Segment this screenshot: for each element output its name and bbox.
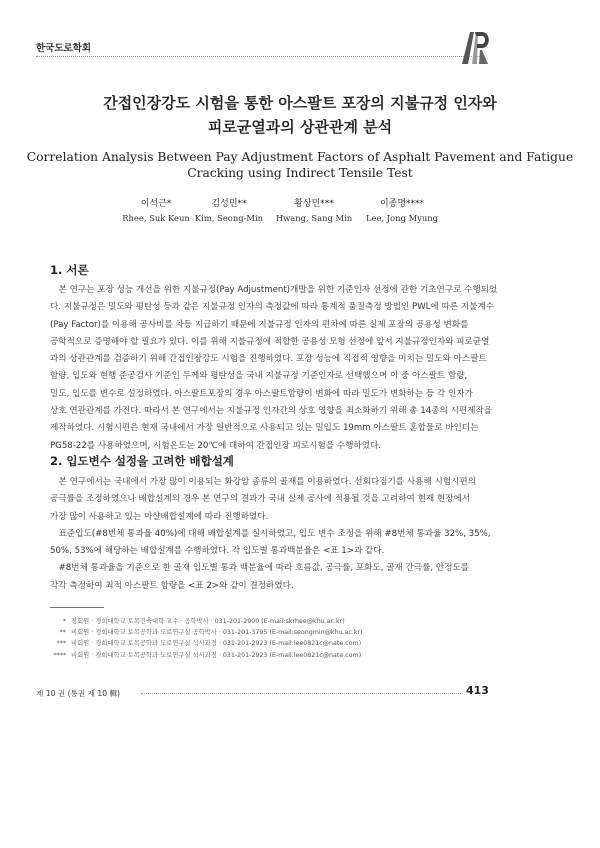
- footer-volume: 제 10 권 (통권 제 10 輯): [36, 689, 121, 698]
- section-heading-introduction: 1. 서론: [50, 263, 89, 277]
- footnote: [50, 616, 490, 627]
- section-heading-mix-design: 2. 입도변수 설정을 고려한 배합설계: [50, 454, 234, 468]
- journal-name: 한국도로학회: [36, 43, 92, 54]
- author-name-english: Kim, Seong-Min: [194, 213, 264, 223]
- body-text-line: 과의 상관관계를 검증하기 위해 간접인장강도 시험을 진행하였다. 포장 성능에 직접적 영향을 미치는 밀도와 아스팔트: [50, 354, 487, 365]
- footnote-mark: ***: [56, 640, 66, 648]
- body-text-line: 밀도, 입도를 변수로 설정하였다. 아스팔트포장의 경우 아스팔트함량이 변화에 따라 밀도가 변화하는 등 각 인자가: [50, 388, 473, 399]
- section-body-mix-design: [50, 474, 490, 595]
- author-name-korean: 이석근*: [140, 199, 172, 209]
- footnote: [50, 638, 490, 649]
- body-text-line: 가장 많이 사용하고 있는 마샬배합설계에 따라 진행하였다.: [50, 511, 269, 522]
- body-text-line: PG58-22를 사용하였으며, 시험온도는 20℃에 대하여 간접인장 피로시험을 수행하였다.: [50, 440, 382, 451]
- society-logo-icon: [458, 28, 492, 66]
- page-number: 413: [466, 684, 489, 697]
- footnote-text: 비회원 · 경희대학교 토목공학과 도로연구실 석사과정 · 031-201-2923 (E-mail:lee0821c@nate.com): [71, 640, 362, 648]
- title-korean-line2: 피로균열과의 상관관계 분석: [207, 118, 393, 136]
- body-text-line: 다. 지불규정은 밀도와 평탄성 등과 같은 지불규정 인자의 측정값에 따라 통계적 품질측정 방법인 PWL에 따른 지불계수: [50, 302, 495, 313]
- body-text-line: 본 연구는 포장 성능 개선을 위한 지불규정(Pay Adjustment)개발을 위한 기준인자 선정에 관한 기초연구로 수행되었: [50, 285, 498, 295]
- body-text-line: 각각 측정하여 최적 아스팔트 함량을 <표 2>와 같이 결정하였다.: [50, 580, 294, 591]
- body-text-line: 50%, 53%에 해당하는 배합설계를 수행하였다. 각 입도별 통과백분율은 <표 1>과 같다.: [50, 546, 385, 557]
- body-text-line: 상호 연관관계를 가진다. 따라서 본 연구에서는 지불규정 인자간의 상호 영향을 최소화하기 위해 총 14종의 시편제작을: [50, 406, 493, 417]
- footnotes: [50, 616, 490, 661]
- footnote-divider: [50, 607, 104, 608]
- header-divider: [36, 56, 484, 57]
- footnote-text: 비회원 · 경희대학교 토목공학과 도로연구실 공학박사 · 031-201-3795 (E-mail:seongmin@khu.ac.kr): [71, 629, 363, 637]
- footnote-text: 정회원 · 경희대학교 토목건축대학 교수 · 공학박사 · 031-201-2900 (E-mail:skrhee@khu.ac.kr): [71, 618, 345, 625]
- body-text-line: 표준입도(#8번체 통과율 40%)에 대해 배합설계를 실시하였고, 입도 변수 조정을 위해 #8번체 통과율 32%, 35%,: [50, 528, 491, 539]
- author-name-english: Lee, Jong Myung: [365, 213, 439, 223]
- body-text-line: #8번체 통과율을 기준으로 한 골재 입도별 통과 백분율에 따라 흐름값, 공극률, 포화도, 골재 간극률, 안정도를: [50, 563, 470, 574]
- title-english-line1: Correlation Analysis Between Pay Adjustment Factors of Asphalt Pavement and Fatigue: [26, 150, 574, 164]
- author-name-english: Hwang, Sang Min: [275, 213, 353, 223]
- author-name-korean: 이종명****: [379, 199, 425, 209]
- section-body-introduction: [50, 282, 498, 455]
- footnote: [50, 627, 490, 638]
- footnote-text: 비회원 · 경희대학교 토목공학과 도로연구실 석사과정 · 031-201-2923 (E-mail:lee0821c@nate.com): [71, 651, 362, 659]
- footnote-mark: ****: [53, 651, 66, 659]
- body-text-line: 공학적으로 증명해야 할 필요가 있다. 이를 위해 지불규정에 적합한 공용성 모형 선정에 앞서 지불규정인자와 피로균열: [50, 336, 490, 347]
- body-text-line: 공극률을 조정하였으나 배합설계의 경우 본 연구의 결과가 국내 실제 공사에 적용될 것을 고려하여 현재 현장에서: [50, 494, 471, 505]
- body-text-line: (Pay Factor)를 이용해 공사비를 차등 지급하기 때문에 지불규정 인자의 편차에 따른 실제 포장의 공용성 변화를: [50, 319, 469, 330]
- footnote-mark: **: [59, 629, 66, 637]
- title-english-line2: Cracking using Indirect Tensile Test: [187, 166, 413, 180]
- author-name-korean: 황상민***: [294, 199, 334, 209]
- author-name-english: Rhee, Suk Keun: [122, 213, 190, 223]
- author-4: [342, 196, 462, 223]
- body-text-line: 함량, 입도와 현행 준공검사 기준인 두께와 평탄성을 국내 지불규정 기준인자로 선택했으며 이 중 아스팔트 함량,: [50, 371, 468, 382]
- author-name-korean: 김성민**: [211, 199, 247, 209]
- footnote-mark: *: [62, 618, 66, 625]
- footer-divider: [141, 693, 461, 694]
- title-korean-line1: 간접인장강도 시험을 통한 아스팔트 포장의 지불규정 인자와: [103, 94, 497, 112]
- footnote: [50, 650, 490, 661]
- body-text-line: 본 연구에서는 국내에서 가장 많이 이용되는 화강암 종류의 골재를 이용하였다. 선회다짐기를 사용해 시험시편의: [50, 477, 476, 487]
- body-text-line: 제작하였다. 시험시편은 현재 국내에서 가장 일반적으로 사용되고 있는 밀입도 19mm 아스팔트 혼합물로 바인더는: [50, 423, 479, 434]
